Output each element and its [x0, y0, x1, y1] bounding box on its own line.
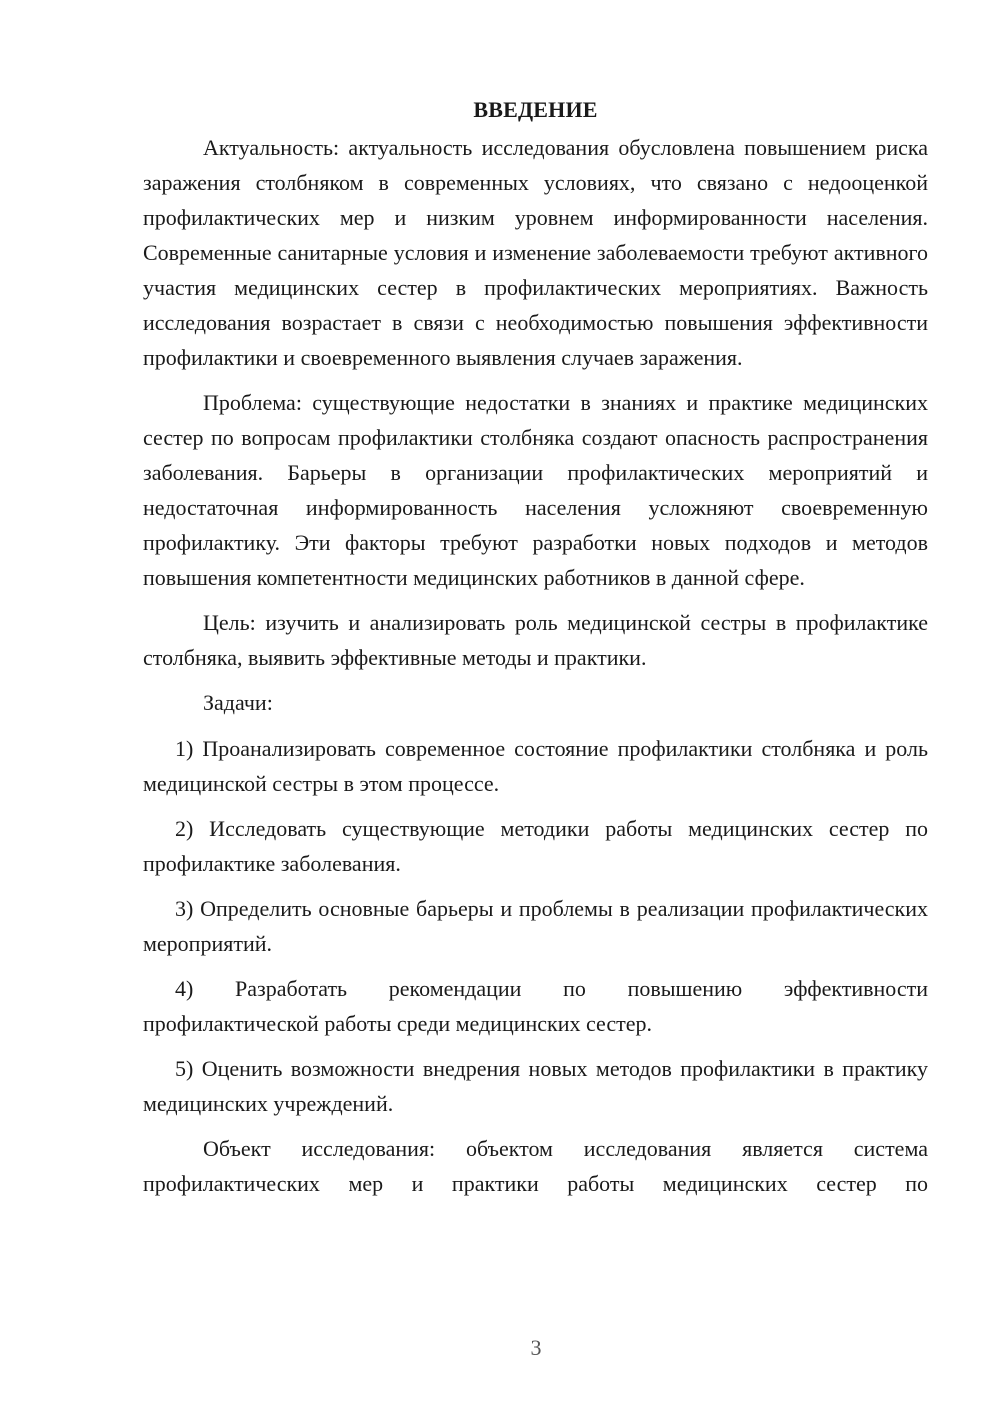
tasks-heading: Задачи:: [203, 690, 273, 715]
tasks-list: [143, 731, 928, 1121]
task-item-2: 2) Исследовать существующие методики работы медицинских сестер по профилактике заболевания.: [143, 816, 928, 876]
page-number: 3: [530, 1335, 542, 1360]
page-title: ВВЕДЕНИЕ: [473, 97, 598, 122]
task-item-3: 3) Определить основные барьеры и проблемы в реализации профилактических мероприятий.: [143, 896, 928, 956]
task-item-5: 5) Оценить возможности внедрения новых методов профилактики в практику медицинских учреждений.: [143, 1056, 928, 1116]
paragraph-problem: Проблема: существующие недостатки в знаниях и практике медицинских сестер по вопросам профилактики столбняка создают опасность распространения заболевания. Барьеры в организации профилактических мероприятий и недостаточная информированность населения усложняют своевременную профилактику. Эти факторы требуют разработки новых подходов и методов повышения компетентности медицинских работников в данной сфере.: [143, 390, 928, 590]
document-page: [143, 95, 928, 1211]
task-item-4: 4) Разработать рекомендации по повышению эффективности профилактической работы среди медицинских сестер.: [143, 976, 928, 1036]
task-item-1: 1) Проанализировать современное состояние профилактики столбняка и роль медицинской сестры в этом процессе.: [143, 736, 928, 796]
paragraph-goal: Цель: изучить и анализировать роль медицинской сестры в профилактике столбняка, выявить эффективные методы и практики.: [143, 610, 928, 670]
paragraph-relevance: Актуальность: актуальность исследования обусловлена повышением риска заражения столбняком в современных условиях, что связано с недооценкой профилактических мер и низким уровнем информированности населения. Современные санитарные условия и изменение заболеваемости требуют активного участия медицинских сестер в профилактических мероприятиях. Важность исследования возрастает в связи с необходимостью повышения эффективности профилактики и своевременного выявления случаев заражения.: [143, 135, 928, 370]
paragraph-object: Объект исследования: объектом исследования является система профилактических мер и практики работы медицинских сестер по: [143, 1136, 928, 1196]
